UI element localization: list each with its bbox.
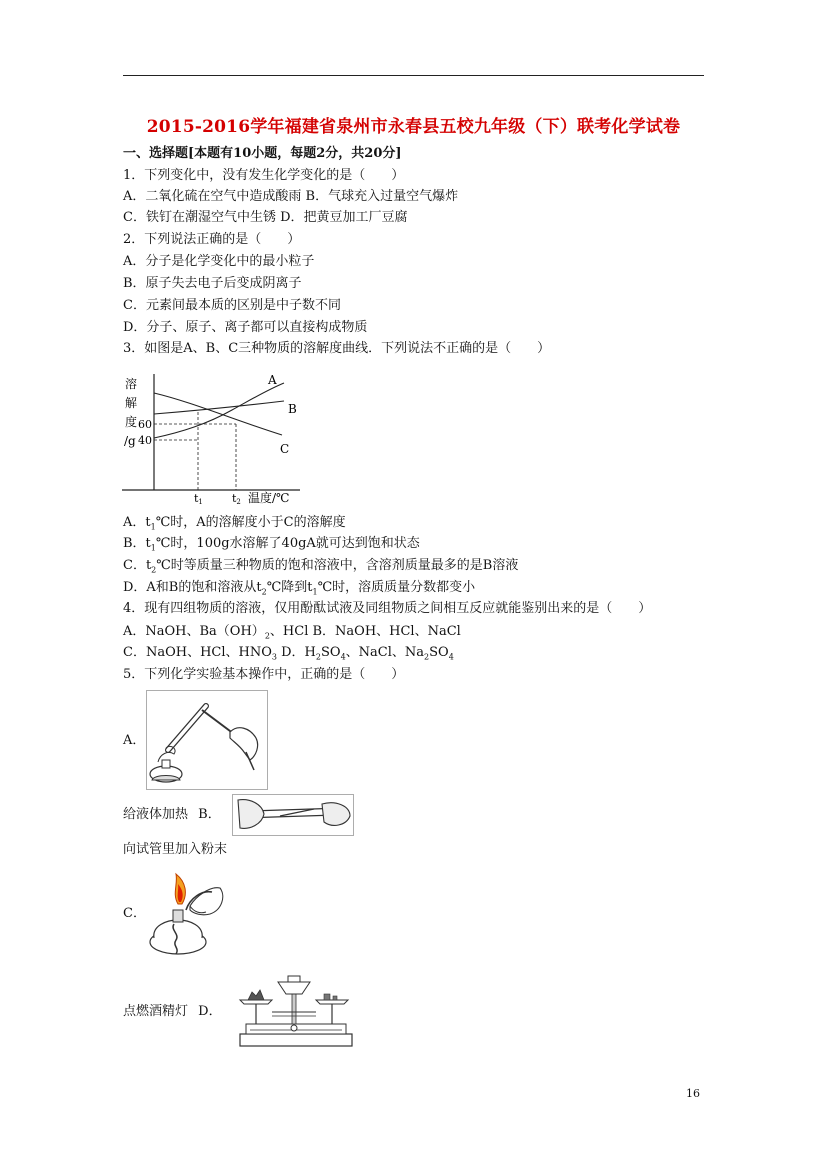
q4-stem: 4．现有四组物质的溶液，仅用酚酞试液及同组物质之间相互反应就能鉴别出来的是（ ） bbox=[123, 601, 652, 616]
q2-option-b: B．原子失去电子后变成阴离子 bbox=[123, 276, 302, 291]
heating-liquid-illustration bbox=[146, 690, 268, 790]
q1-options-ab: A．二氧化硫在空气中造成酸雨 B．气球充入过量空气爆炸 bbox=[123, 189, 459, 204]
q2-option-d: D．分子、原子、离子都可以直接构成物质 bbox=[123, 320, 368, 335]
q5-option-a-caption: 给液体加热 B． bbox=[123, 807, 221, 822]
q5-option-a-label: A． bbox=[123, 733, 146, 748]
q4-options-ab: A．NaOH、$Ba(OH)_2$、HCl B．NaOH、HCl、NaCl bbox=[123, 624, 461, 641]
ylabel-3: 度 bbox=[125, 415, 138, 429]
tick-60: 60 bbox=[138, 418, 152, 431]
q1-options-cd: C．铁钉在潮湿空气中生锈 D．把黄豆加工厂豆腐 bbox=[123, 210, 408, 225]
exam-title: 2015-2016学年福建省泉州市永春县五校九年级（下）联考化学试卷 bbox=[146, 117, 681, 137]
q5-option-c-caption: 点燃酒精灯 D． bbox=[123, 1004, 222, 1019]
q2-stem: 2．下列说法正确的是（ ） bbox=[123, 232, 301, 247]
tick-t1: t1 bbox=[194, 492, 203, 504]
curve-a-label: A bbox=[268, 373, 277, 387]
balance-scale-illustration bbox=[236, 968, 354, 1050]
q3-option-b: B．$t_1℃$时，100g水溶解了40gA就可达到饱和状态 bbox=[123, 536, 420, 553]
curve-c bbox=[154, 393, 282, 435]
q5-option-b-caption: 向试管里加入粉末 bbox=[123, 842, 228, 857]
q3-option-c: C．$t_2℃$时等质量三种物质的饱和溶液中，含溶剂质量最多的是B溶液 bbox=[123, 558, 519, 575]
q4-options-cd: C．NaOH、HCl、$HNO_3$ D．$H_2SO_4$、NaCl、$Na_2SO_4$ bbox=[123, 645, 454, 662]
q2-option-c: C．元素间最本质的区别是中子数不同 bbox=[123, 298, 341, 313]
ylabel-1: 溶 bbox=[125, 377, 138, 391]
q3-stem: 3．如图是A、B、C三种物质的溶解度曲线．下列说法不正确的是（ ） bbox=[123, 341, 551, 356]
page-number: 16 bbox=[686, 1087, 700, 1100]
q5-stem: 5．下列化学实验基本操作中，正确的是（ ） bbox=[123, 667, 405, 682]
solubility-graph bbox=[122, 366, 304, 504]
tick-40: 40 bbox=[138, 434, 152, 447]
curve-b bbox=[154, 401, 284, 414]
adding-powder-illustration bbox=[232, 794, 354, 836]
ylabel-4: /g bbox=[124, 434, 136, 448]
section-heading: 一、选择题[本题有10小题，每题2分，共20分] bbox=[123, 146, 402, 161]
q3-option-d: D．A和B的饱和溶液从$t_2℃$降到$t_1℃$时，溶质质量分数都变小 bbox=[123, 580, 476, 597]
q3-option-a: A．$t_1℃$时，A的溶解度小于C的溶解度 bbox=[123, 515, 346, 532]
q5-option-c-label: C． bbox=[123, 906, 146, 921]
ylabel-2: 解 bbox=[125, 396, 138, 410]
q2-option-a: A．分子是化学变化中的最小粒子 bbox=[123, 254, 315, 269]
header-rule bbox=[123, 75, 704, 76]
tick-t2: t2 bbox=[232, 492, 241, 504]
q1-stem: 1．下列变化中，没有发生化学变化的是（ ） bbox=[123, 168, 405, 183]
curve-b-label: B bbox=[288, 402, 297, 416]
lighting-lamp-illustration bbox=[146, 866, 228, 958]
x-axis-label: 温度/℃ bbox=[248, 491, 290, 504]
curve-c-label: C bbox=[280, 442, 290, 456]
